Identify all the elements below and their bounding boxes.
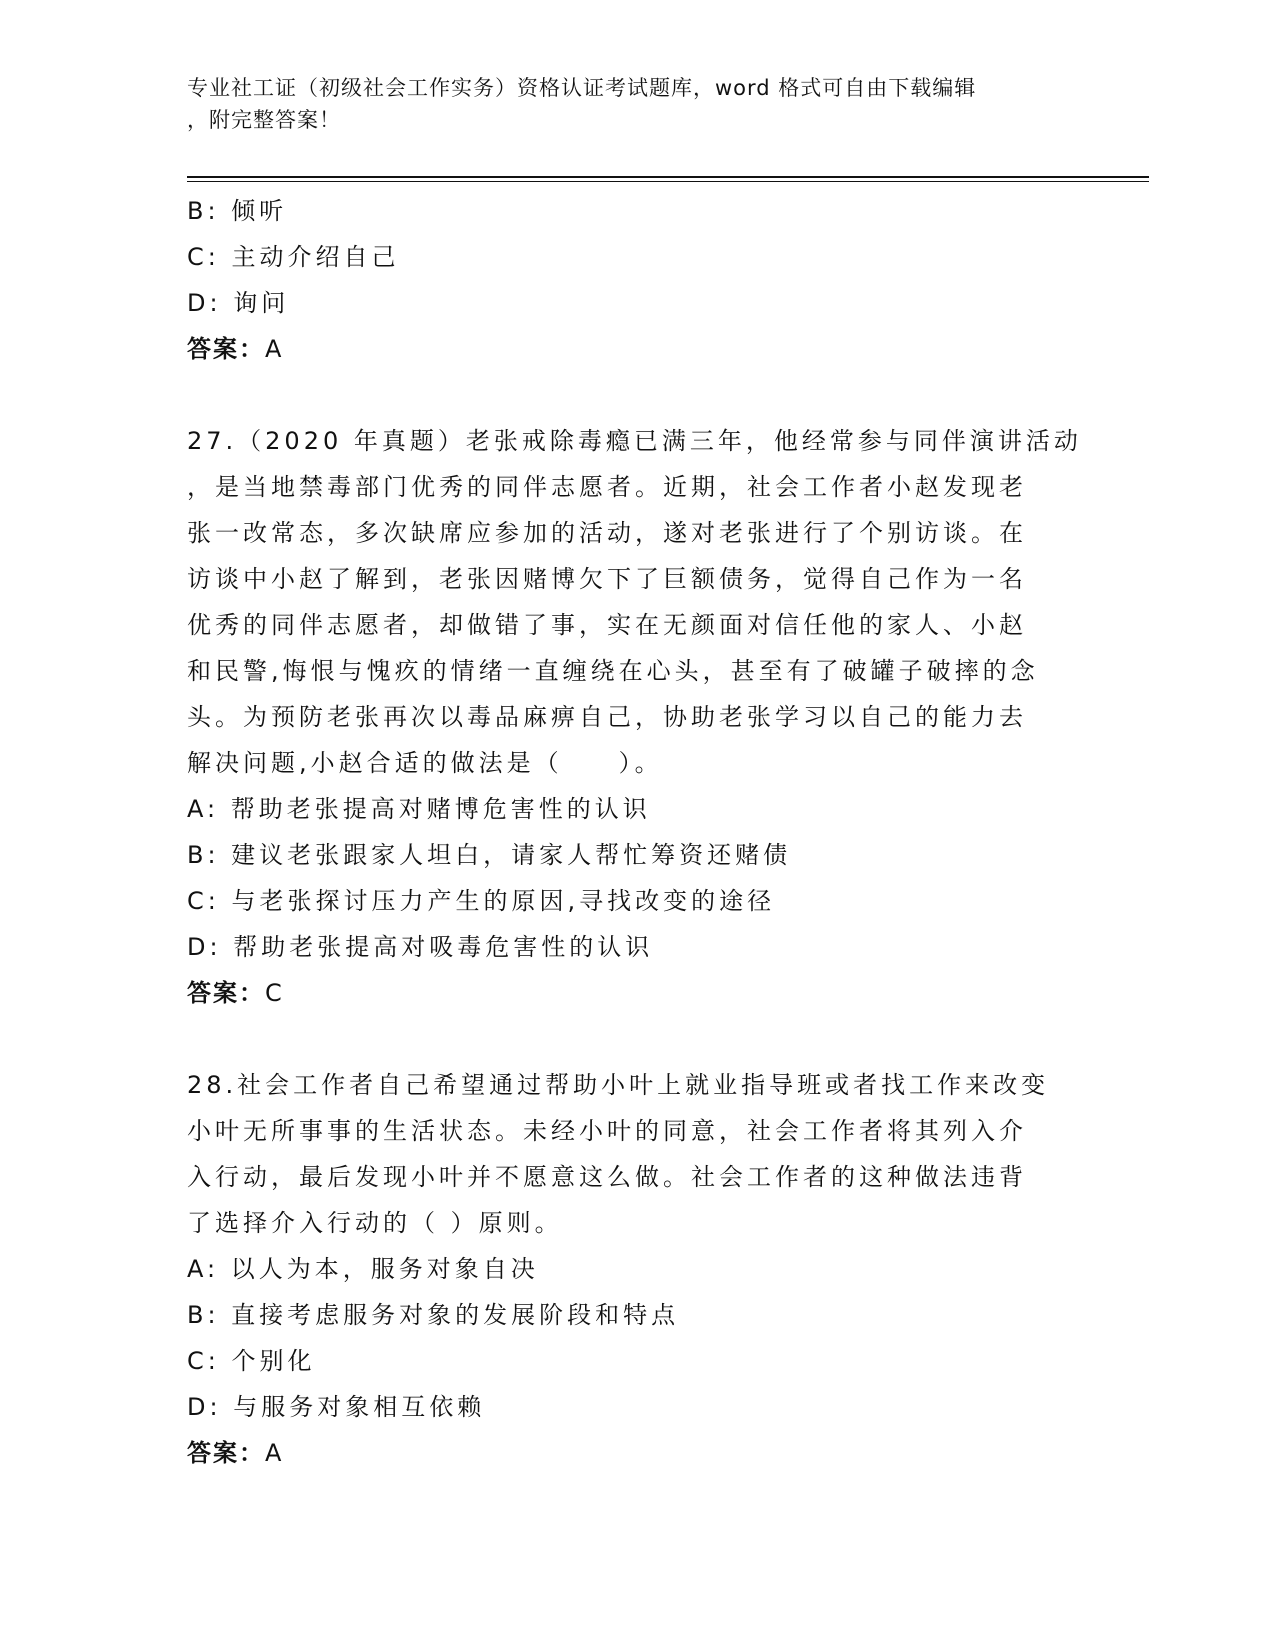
question-content — [187, 188, 1087, 1476]
question-26-continued — [187, 188, 1087, 372]
answer-label: 答案： — [187, 335, 265, 363]
document-header — [187, 72, 1087, 136]
question-stem-line: 27.（2020 年真题）老张戒除毒瘾已满三年，他经常参与同伴演讲活动 — [187, 427, 1082, 455]
question-stem-line: 优秀的同伴志愿者，却做错了事，实在无颜面对信任他的家人、小赵 — [187, 611, 1027, 639]
answer-line — [187, 1430, 1087, 1476]
header-divider-thin — [187, 181, 1149, 182]
option-b: B: 倾听 — [187, 197, 288, 225]
option-b: B: 直接考虑服务对象的发展阶段和特点 — [187, 1301, 680, 1329]
option-d: D: 询问 — [187, 289, 290, 317]
question-stem-line: 小叶无所事事的生活状态。未经小叶的同意，社会工作者将其列入介 — [187, 1117, 1027, 1145]
question-stem-line: 入行动，最后发现小叶并不愿意这么做。社会工作者的这种做法违背 — [187, 1163, 1027, 1191]
answer-value: A — [265, 1439, 284, 1467]
question-stem-line: 解决问题,小赵合适的做法是（ ）。 — [187, 749, 663, 777]
question-stem-line: ，是当地禁毒部门优秀的同伴志愿者。近期，社会工作者小赵发现老 — [187, 473, 1027, 501]
answer-value: A — [265, 335, 284, 363]
option-b: B: 建议老张跟家人坦白，请家人帮忙筹资还赌债 — [187, 841, 792, 869]
answer-label: 答案： — [187, 1439, 265, 1467]
option-d: D: 与服务对象相互依赖 — [187, 1393, 486, 1421]
answer-value: C — [265, 979, 284, 1007]
question-spacer — [187, 372, 1087, 418]
question-stem-line: 访谈中小赵了解到，老张因赌博欠下了巨额债务，觉得自己作为一名 — [187, 565, 1027, 593]
option-c: C: 与老张探讨压力产生的原因,寻找改变的途径 — [187, 887, 776, 915]
header-divider-thick — [187, 176, 1149, 178]
question-stem-line: 和民警,悔恨与愧疚的情绪一直缠绕在心头，甚至有了破罐子破摔的念 — [187, 657, 1039, 685]
question-stem-line: 了选择介入行动的（ ）原则。 — [187, 1209, 563, 1237]
header-title-line-1: 专业社工证（初级社会工作实务）资格认证考试题库，word 格式可自由下载编辑 — [187, 76, 977, 100]
option-c: C: 个别化 — [187, 1347, 316, 1375]
question-stem-line: 头。为预防老张再次以毒品麻痹自己，协助老张学习以自己的能力去 — [187, 703, 1027, 731]
question-stem-line: 28.社会工作者自己希望通过帮助小叶上就业指导班或者找工作来改变 — [187, 1071, 1050, 1099]
question-28 — [187, 1062, 1087, 1476]
question-stem-line: 张一改常态，多次缺席应参加的活动，遂对老张进行了个别访谈。在 — [187, 519, 1027, 547]
option-a: A: 帮助老张提高对赌博危害性的认识 — [187, 795, 651, 823]
header-title-line-2: ，附完整答案！ — [187, 108, 341, 132]
answer-line — [187, 970, 1087, 1016]
answer-label: 答案： — [187, 979, 265, 1007]
option-a: A: 以人为本，服务对象自决 — [187, 1255, 539, 1283]
option-c: C: 主动介绍自己 — [187, 243, 400, 271]
question-spacer — [187, 1016, 1087, 1062]
option-d: D: 帮助老张提高对吸毒危害性的认识 — [187, 933, 654, 961]
answer-line — [187, 326, 1087, 372]
question-27 — [187, 418, 1087, 1016]
